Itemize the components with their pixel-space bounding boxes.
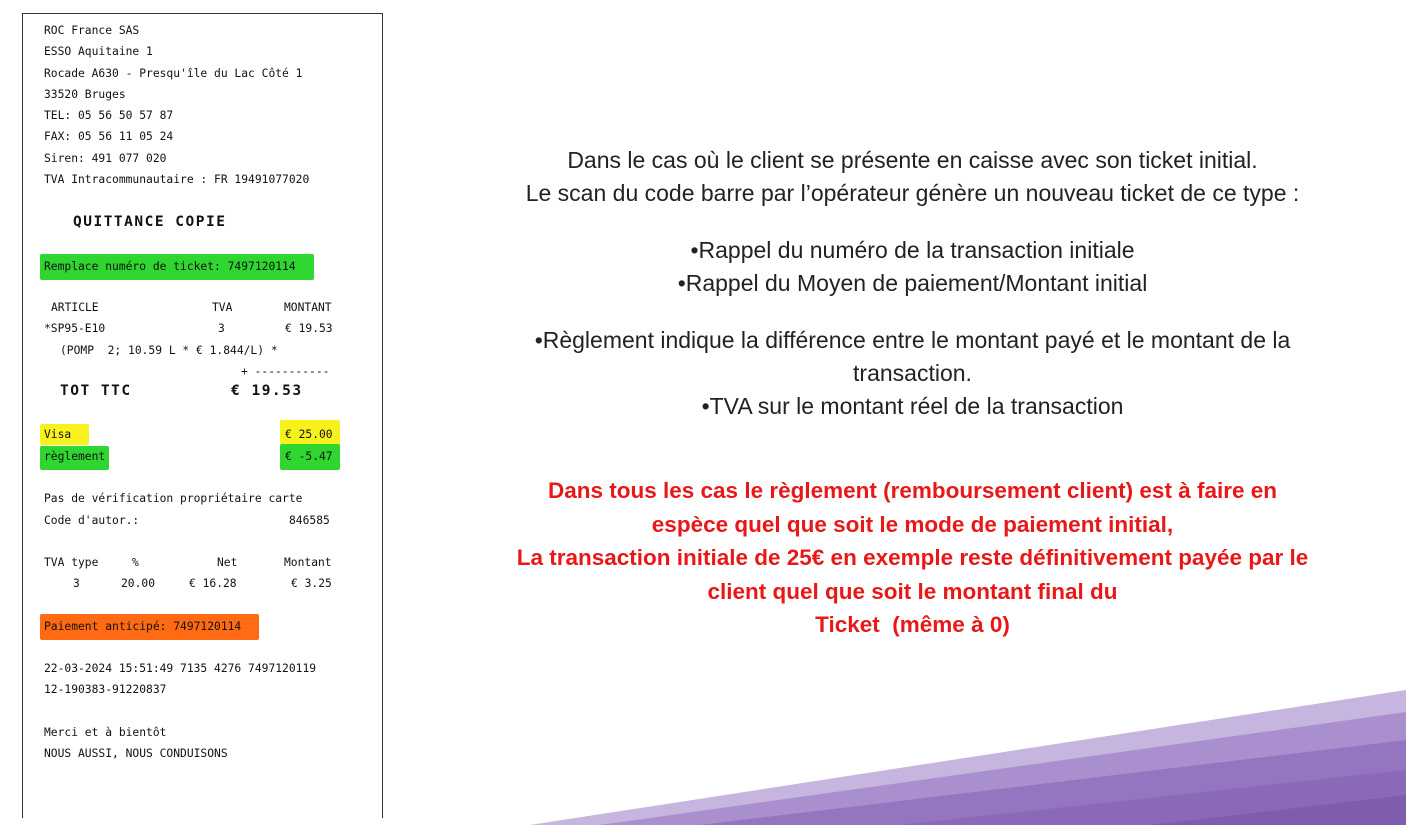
- bullet-item: •Rappel du numéro de la transaction initiale: [690, 237, 1135, 263]
- receipt-header-line: Siren: 491 077 020: [44, 152, 167, 165]
- anticipe-line: Paiement anticipé: 7497120114: [44, 620, 242, 633]
- payment-label: Visa: [44, 428, 72, 441]
- receipt-header-line: ESSO Aquitaine 1: [44, 45, 153, 58]
- payment-value: € 25.00: [285, 428, 333, 441]
- footer-line-1: 22-03-2024 15:51:49 7135 4276 7497120119: [44, 662, 317, 675]
- receipt-header-line: FAX: 05 56 11 05 24: [44, 130, 174, 143]
- tva-row-type: 3: [73, 577, 80, 590]
- receipt: [22, 13, 383, 818]
- reglement-value: € -5.47: [285, 450, 333, 463]
- bullet-item: •Règlement indique la différence entre le montant payé et le montant de la: [534, 327, 1291, 353]
- reglement-label: règlement: [44, 450, 106, 463]
- intro-line: Le scan du code barre par l’opérateur génère un nouveau ticket de ce type :: [525, 180, 1300, 206]
- tva-type-header: TVA type: [44, 556, 99, 569]
- receipt-header-line: ROC France SAS: [44, 24, 140, 37]
- replace-ticket-line: Remplace numéro de ticket: 7497120114: [44, 260, 296, 273]
- tva-montant-header: Montant: [284, 556, 332, 569]
- thanks-line: Merci et à bientôt: [44, 726, 167, 739]
- item-montant: € 19.53: [285, 322, 333, 335]
- tva-pct-header: %: [132, 556, 139, 569]
- receipt-header-line: TVA Intracommunautaire : FR 19491077020: [44, 173, 310, 186]
- warning-text: [430, 474, 1395, 642]
- total-value: € 19.53: [231, 383, 303, 399]
- item-article: *SP95-E10: [44, 322, 106, 335]
- warning-line: Dans tous les cas le règlement (remboursement client) est à faire en: [547, 478, 1277, 503]
- tva-row-pct: 20.00: [121, 577, 156, 590]
- col-montant-header: MONTANT: [284, 301, 332, 314]
- intro-text: [430, 144, 1395, 210]
- bullets-a: [430, 234, 1395, 300]
- warning-line: Ticket (même à 0): [815, 612, 1010, 637]
- receipt-header-line: 33520 Bruges: [44, 88, 126, 101]
- total-label: TOT TTC: [60, 383, 132, 399]
- verification-line: Pas de vérification propriétaire carte: [44, 492, 303, 505]
- slogan-line: NOUS AUSSI, NOUS CONDUISONS: [44, 747, 228, 760]
- receipt-title: QUITTANCE COPIE: [73, 214, 227, 230]
- autor-value: 846585: [289, 514, 330, 527]
- warning-line: espèce quel que soit le mode de paiement initial,: [651, 511, 1174, 537]
- item-detail: (POMP 2; 10.59 L * € 1.844/L) *: [60, 344, 278, 357]
- warning-line: client quel que soit le montant final du: [707, 578, 1118, 604]
- receipt-separator: + -----------: [241, 365, 330, 378]
- col-tva-header: TVA: [212, 301, 233, 314]
- bullet-item: •Rappel du Moyen de paiement/Montant initial: [677, 270, 1148, 296]
- intro-line: Dans le cas où le client se présente en caisse avec son ticket initial.: [567, 147, 1258, 173]
- receipt-header-line: Rocade A630 - Presqu'île du Lac Côté 1: [44, 67, 303, 80]
- autor-label: Code d'autor.:: [44, 514, 140, 527]
- tva-row-net: € 16.28: [189, 577, 237, 590]
- warning-line: La transaction initiale de 25€ en exemple reste définitivement payée par le: [516, 545, 1309, 570]
- item-tva: 3: [218, 322, 225, 335]
- footer-line-2: 12-190383-91220837: [44, 683, 167, 696]
- tva-net-header: Net: [217, 556, 238, 569]
- bullets-b: [430, 324, 1395, 423]
- tva-row-montant: € 3.25: [291, 577, 332, 590]
- bullet-item: transaction.: [853, 360, 972, 386]
- col-article-header: ARTICLE: [51, 301, 99, 314]
- receipt-header-line: TEL: 05 56 50 57 87: [44, 109, 174, 122]
- bullet-item: •TVA sur le montant réel de la transaction: [701, 393, 1124, 419]
